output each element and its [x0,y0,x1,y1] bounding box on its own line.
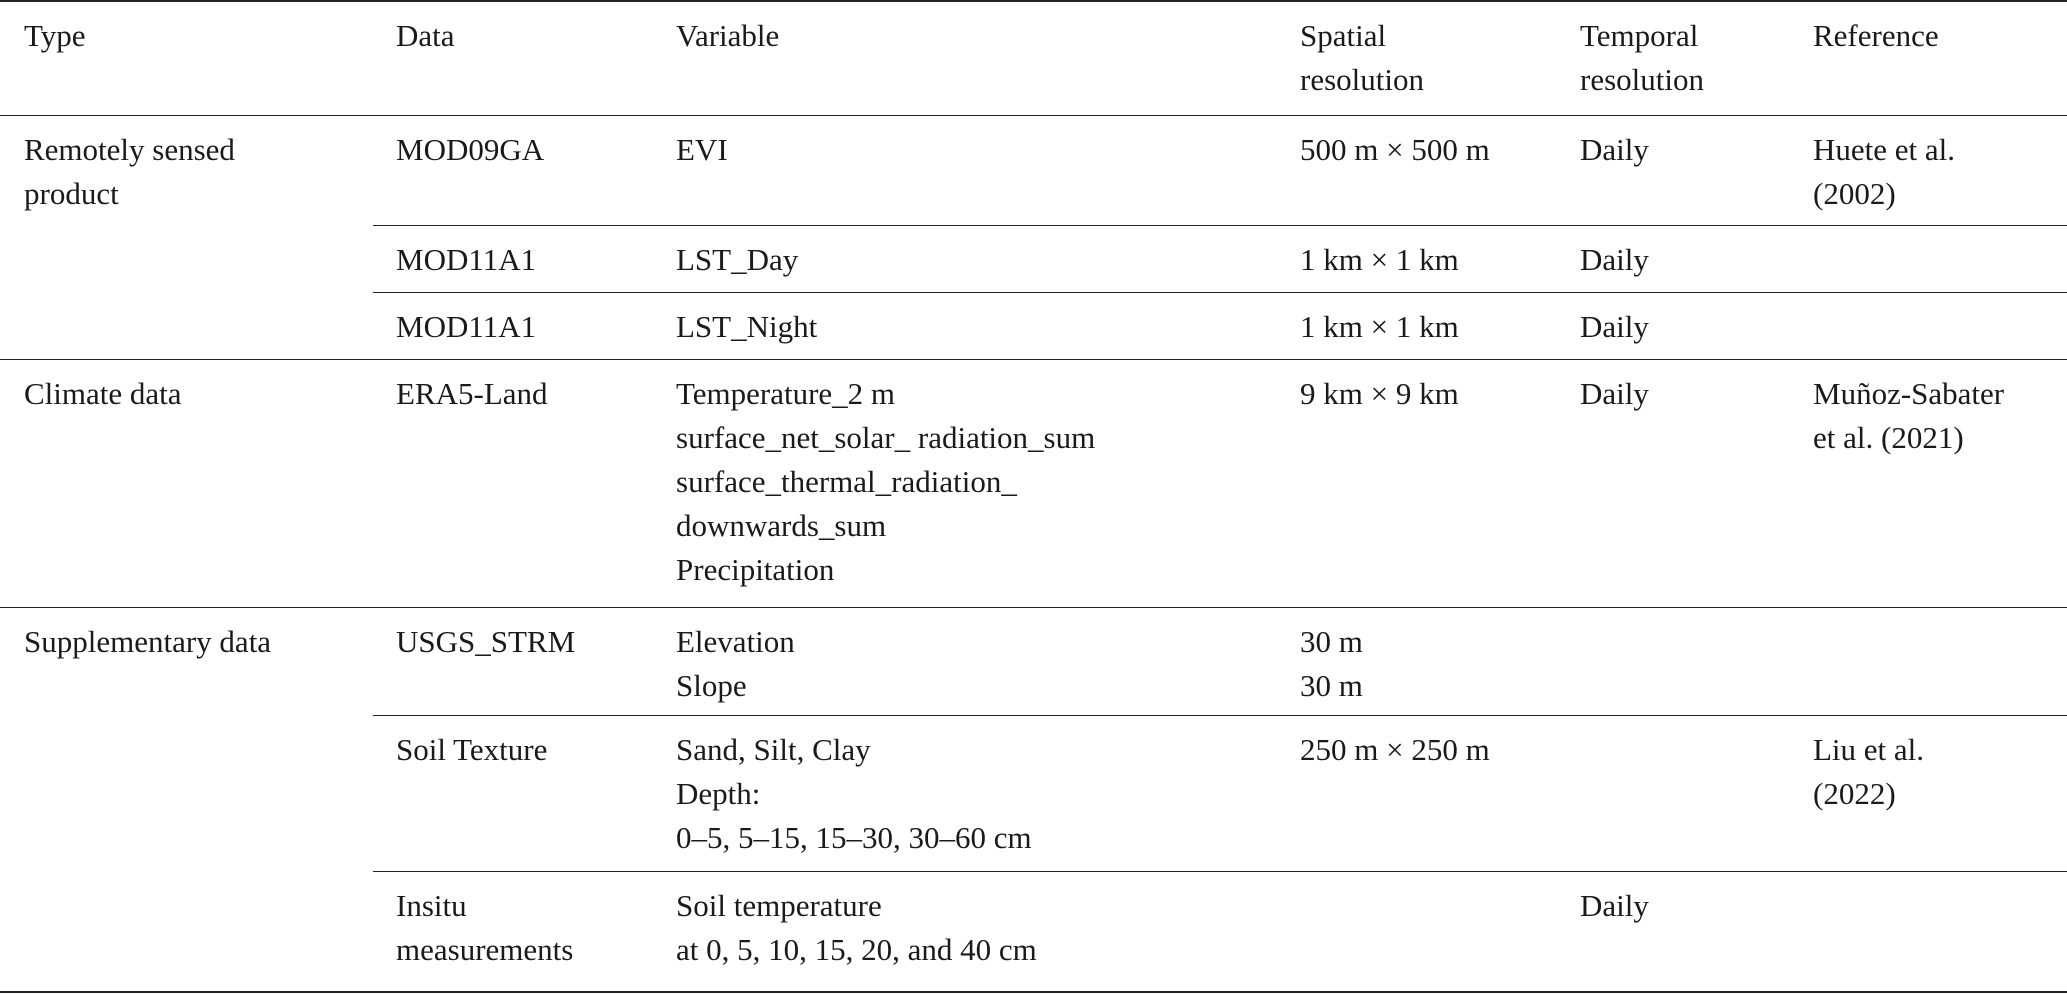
header-spatial-resolution: Spatial resolution [1300,18,1424,97]
cell-spatial: 1 km × 1 km [1300,242,1459,277]
cell-data: MOD09GA [396,132,545,167]
cell-temporal: Daily [1580,309,1649,344]
cell-temporal [1580,608,1813,716]
cell-data: MOD11A1 [396,242,537,277]
table-row [0,872,2067,991]
cell-reference [1813,226,2067,293]
cell-variable: EVI [676,132,728,167]
cell-reference: Huete et al. (2002) [1813,132,1956,211]
cell-type [0,226,396,293]
cell-spatial: 30 m 30 m [1300,624,1363,703]
cell-data: ERA5-Land [396,376,548,411]
table-row [0,608,2067,716]
cell-spatial [1300,872,1580,991]
cell-reference [1813,872,2067,991]
cell-type [0,716,396,872]
cell-data: MOD11A1 [396,309,537,344]
header-variable: Variable [676,18,780,53]
cell-variable: LST_Night [676,309,818,344]
table-row [0,293,2067,360]
table-row [0,116,2067,226]
cell-data: Soil Texture [396,732,548,767]
cell-type: Supplementary data [24,624,272,659]
cell-type: Remotely sensed product [24,132,235,211]
cell-spatial: 9 km × 9 km [1300,376,1459,411]
cell-data: Insitu measurements [396,888,574,967]
cell-spatial: 250 m × 250 m [1300,732,1490,767]
table-row [0,360,2067,608]
cell-variable: Elevation Slope [676,624,795,703]
cell-reference [1813,293,2067,360]
header-temporal-resolution: Temporal resolution [1580,18,1704,97]
cell-temporal [1580,716,1813,872]
cell-type: Climate data [24,376,182,411]
cell-variable: Temperature_2 m surface_net_solar_ radiation_sum surface_thermal_radiation_ downwards_sum Precipitation [676,376,1096,587]
cell-variable: Sand, Silt, Clay Depth: 0–5, 5–15, 15–30, 30–60 cm [676,732,1032,855]
cell-temporal: Daily [1580,376,1649,411]
header-reference: Reference [1813,18,1939,53]
cell-temporal: Daily [1580,132,1649,167]
table-row [0,226,2067,293]
cell-variable: Soil temperature at 0, 5, 10, 15, 20, and 40 cm [676,888,1037,967]
header-type: Type [24,18,86,53]
cell-temporal: Daily [1580,888,1649,923]
cell-temporal: Daily [1580,242,1649,277]
cell-spatial: 500 m × 500 m [1300,132,1490,167]
table-header-row [0,2,2067,116]
cell-reference [1813,608,2067,716]
cell-variable: LST_Day [676,242,799,277]
cell-type [0,293,396,360]
cell-type [0,872,396,991]
cell-spatial: 1 km × 1 km [1300,309,1459,344]
cell-reference: Liu et al. (2022) [1813,732,1925,811]
header-data: Data [396,18,455,53]
table-row [0,716,2067,872]
cell-reference: Muñoz-Sabater et al. (2021) [1813,376,2005,455]
cell-data: USGS_STRM [396,624,576,659]
